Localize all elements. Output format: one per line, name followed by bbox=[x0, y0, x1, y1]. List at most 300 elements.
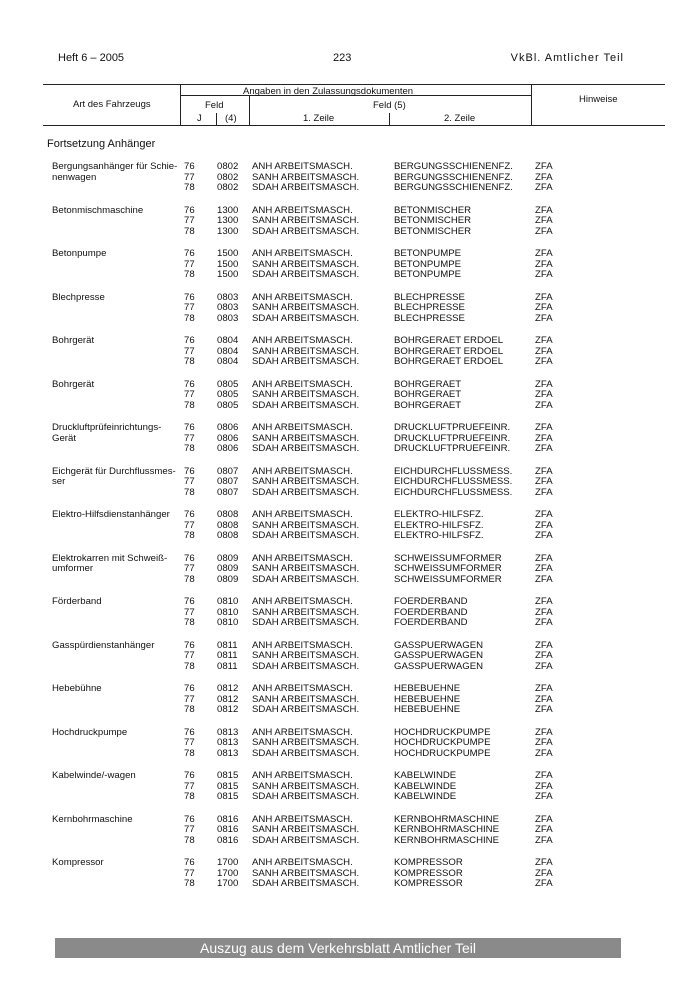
hinweis-text: ZFA bbox=[535, 476, 553, 488]
year-code: 78 bbox=[184, 443, 195, 455]
year-code: 78 bbox=[184, 617, 195, 629]
zeile1-text: SDAH ARBEITSMASCH. bbox=[252, 747, 360, 759]
field4-code: 0805 bbox=[217, 389, 239, 401]
field4-code: 1500 bbox=[217, 248, 239, 259]
section-title: Fortsetzung Anhänger bbox=[47, 138, 156, 150]
zeile2-text: DRUCKLUFTPRUEFEINR. bbox=[394, 432, 511, 444]
vehicle-group bbox=[0, 771, 700, 815]
field4-code: 0810 bbox=[217, 596, 239, 607]
year-code: 77 bbox=[184, 215, 195, 227]
zeile2-text: KERNBOHRMASCHINE bbox=[394, 824, 500, 836]
field4-code: 0806 bbox=[217, 443, 239, 455]
year-code: 78 bbox=[184, 486, 195, 498]
zeile1-text: SDAH ARBEITSMASCH. bbox=[252, 443, 360, 455]
year-code: 76 bbox=[184, 770, 195, 781]
hinweis-text: ZFA bbox=[535, 878, 553, 890]
zeile1-text: ANH ARBEITSMASCH. bbox=[252, 813, 353, 825]
year-code: 77 bbox=[184, 519, 195, 531]
year-code: 76 bbox=[184, 726, 195, 738]
zeile2-text: EICHDURCHFLUSSMESS. bbox=[394, 486, 513, 498]
field4-code: 0805 bbox=[217, 378, 239, 390]
vehicle-type: Hochdruckpumpe bbox=[52, 726, 128, 738]
field4-code: 0808 bbox=[217, 519, 239, 531]
zeile2-text: KABELWINDE bbox=[394, 791, 457, 803]
hinweis-text: ZFA bbox=[535, 704, 553, 716]
zeile2-text: BERGUNGSSCHIENENFZ. bbox=[394, 171, 513, 183]
zeile2-text: BOHRGERAET bbox=[394, 389, 462, 401]
hinweis-text: ZFA bbox=[535, 857, 553, 868]
field4-code: 1500 bbox=[217, 258, 239, 270]
hinweis-text: ZFA bbox=[535, 563, 553, 575]
year-code: 78 bbox=[184, 834, 195, 846]
zeile1-text: SDAH ARBEITSMASCH. bbox=[252, 269, 360, 281]
vehicle-group bbox=[0, 293, 700, 337]
zeile1-text: SDAH ARBEITSMASCH. bbox=[252, 356, 360, 368]
zeile1-text: SDAH ARBEITSMASCH. bbox=[252, 617, 360, 629]
col-hinweise-header: Hinweise bbox=[579, 94, 618, 105]
zeile2-text: BOHRGERAET ERDOEL bbox=[394, 356, 504, 368]
vehicle-type: Kernbohrmaschine bbox=[52, 813, 133, 825]
vehicle-group bbox=[0, 597, 700, 641]
vehicle-type: Blechpresse bbox=[52, 291, 105, 303]
zeile1-text: SANH ARBEITSMASCH. bbox=[252, 171, 360, 183]
zeile1-text: ANH ARBEITSMASCH. bbox=[252, 509, 353, 520]
col-feld5-header: Feld (5) bbox=[373, 100, 406, 111]
zeile2-text: BETONMISCHER bbox=[394, 215, 472, 227]
zeile1-text: ANH ARBEITSMASCH. bbox=[252, 639, 353, 651]
vehicle-type: Elektro-Hilfsdienstanhänger bbox=[52, 509, 170, 520]
zeile2-text: KOMPRESSOR bbox=[394, 867, 463, 879]
zeile2-text: BETONMISCHER bbox=[394, 225, 472, 237]
zeile1-text: ANH ARBEITSMASCH. bbox=[252, 422, 353, 433]
year-code: 77 bbox=[184, 302, 195, 314]
hinweis-text: ZFA bbox=[535, 824, 553, 836]
hinweis-text: ZFA bbox=[535, 726, 553, 738]
footer-banner: Auszug aus dem Verkehrsblatt Amtlicher Teil bbox=[55, 938, 621, 958]
hinweis-text: ZFA bbox=[535, 204, 553, 216]
zeile2-text: GASSPUERWAGEN bbox=[394, 639, 484, 651]
year-code: 78 bbox=[184, 225, 195, 237]
hinweis-text: ZFA bbox=[535, 747, 553, 759]
hinweis-text: ZFA bbox=[535, 302, 553, 314]
zeile1-text: ANH ARBEITSMASCH. bbox=[252, 683, 353, 694]
zeile2-text: SCHWEISSUMFORMER bbox=[394, 573, 502, 585]
year-code: 76 bbox=[184, 509, 195, 520]
zeile2-text: FOERDERBAND bbox=[394, 617, 468, 629]
hinweis-text: ZFA bbox=[535, 780, 553, 792]
zeile2-text: EICHDURCHFLUSSMESS. bbox=[394, 465, 513, 477]
hinweis-text: ZFA bbox=[535, 813, 553, 825]
year-code: 78 bbox=[184, 704, 195, 716]
zeile2-text: HOCHDRUCKPUMPE bbox=[394, 747, 491, 759]
year-code: 77 bbox=[184, 693, 195, 705]
vehicle-group bbox=[0, 684, 700, 728]
zeile1-text: SANH ARBEITSMASCH. bbox=[252, 389, 360, 401]
vehicle-type: Betonpumpe bbox=[52, 248, 107, 259]
zeile1-text: SANH ARBEITSMASCH. bbox=[252, 606, 360, 618]
zeile2-text: KOMPRESSOR bbox=[394, 878, 463, 890]
year-code: 77 bbox=[184, 258, 195, 270]
field4-code: 0809 bbox=[217, 573, 239, 585]
field4-code: 0812 bbox=[217, 693, 239, 705]
year-code: 78 bbox=[184, 747, 195, 759]
zeile1-text: SANH ARBEITSMASCH. bbox=[252, 780, 360, 792]
year-code: 76 bbox=[184, 335, 195, 346]
zeile2-text: BETONPUMPE bbox=[394, 258, 461, 270]
zeile1-text: ANH ARBEITSMASCH. bbox=[252, 248, 353, 259]
hinweis-text: ZFA bbox=[535, 312, 553, 324]
field4-code: 0816 bbox=[217, 834, 239, 846]
year-code: 77 bbox=[184, 389, 195, 401]
hinweis-text: ZFA bbox=[535, 345, 553, 357]
hinweis-text: ZFA bbox=[535, 182, 553, 194]
year-code: 78 bbox=[184, 399, 195, 411]
zeile1-text: SANH ARBEITSMASCH. bbox=[252, 650, 360, 662]
zeile2-text: SCHWEISSUMFORMER bbox=[394, 552, 502, 564]
hinweis-text: ZFA bbox=[535, 639, 553, 651]
zeile1-text: ANH ARBEITSMASCH. bbox=[252, 465, 353, 477]
zeile1-text: SANH ARBEITSMASCH. bbox=[252, 476, 360, 488]
rule-j bbox=[216, 113, 217, 125]
field4-code: 0803 bbox=[217, 312, 239, 324]
year-code: 76 bbox=[184, 248, 195, 259]
zeile1-text: SDAH ARBEITSMASCH. bbox=[252, 834, 360, 846]
hinweis-text: ZFA bbox=[535, 867, 553, 879]
vehicle-type: Kompressor bbox=[52, 857, 104, 868]
year-code: 78 bbox=[184, 660, 195, 672]
hinweis-text: ZFA bbox=[535, 519, 553, 531]
col-art-header: Art des Fahrzeugs bbox=[73, 99, 151, 110]
field4-code: 0804 bbox=[217, 356, 239, 368]
zeile2-text: ELEKTRO-HILFSFZ. bbox=[394, 519, 484, 531]
hinweis-text: ZFA bbox=[535, 834, 553, 846]
page-number: 223 bbox=[333, 52, 352, 64]
vehicle-type: Förderband bbox=[52, 596, 102, 607]
hinweis-text: ZFA bbox=[535, 215, 553, 227]
field4-code: 0815 bbox=[217, 791, 239, 803]
hinweis-text: ZFA bbox=[535, 269, 553, 281]
hinweis-text: ZFA bbox=[535, 335, 553, 346]
field4-code: 0810 bbox=[217, 606, 239, 618]
year-code: 77 bbox=[184, 650, 195, 662]
field4-code: 0806 bbox=[217, 432, 239, 444]
zeile1-text: SDAH ARBEITSMASCH. bbox=[252, 486, 360, 498]
zeile1-text: SDAH ARBEITSMASCH. bbox=[252, 704, 360, 716]
field4-code: 0808 bbox=[217, 530, 239, 542]
hinweis-text: ZFA bbox=[535, 573, 553, 585]
year-code: 76 bbox=[184, 291, 195, 303]
rule-zeile bbox=[389, 113, 390, 125]
year-code: 77 bbox=[184, 824, 195, 836]
rule-hinweise bbox=[531, 85, 532, 125]
hinweis-text: ZFA bbox=[535, 432, 553, 444]
year-code: 78 bbox=[184, 791, 195, 803]
year-code: 77 bbox=[184, 432, 195, 444]
col-4-header: (4) bbox=[225, 113, 237, 124]
vehicle-group bbox=[0, 554, 700, 598]
hinweis-text: ZFA bbox=[535, 225, 553, 237]
hinweis-text: ZFA bbox=[535, 486, 553, 498]
vehicle-type: Bohrgerät bbox=[52, 378, 95, 390]
field4-code: 0804 bbox=[217, 335, 239, 346]
field4-code: 1300 bbox=[217, 215, 239, 227]
zeile1-text: SANH ARBEITSMASCH. bbox=[252, 737, 360, 749]
vehicle-group bbox=[0, 423, 700, 467]
zeile1-text: ANH ARBEITSMASCH. bbox=[252, 726, 353, 738]
vehicle-group bbox=[0, 249, 700, 293]
field4-code: 0812 bbox=[217, 704, 239, 716]
field4-code: 1700 bbox=[217, 857, 239, 868]
hinweis-text: ZFA bbox=[535, 258, 553, 270]
year-code: 76 bbox=[184, 552, 195, 564]
zeile2-text: BERGUNGSSCHIENENFZ. bbox=[394, 161, 513, 172]
zeile2-text: HOCHDRUCKPUMPE bbox=[394, 737, 491, 749]
zeile2-text: GASSPUERWAGEN bbox=[394, 650, 484, 662]
year-code: 78 bbox=[184, 356, 195, 368]
field4-code: 0802 bbox=[217, 182, 239, 194]
hinweis-text: ZFA bbox=[535, 248, 553, 259]
hinweis-text: ZFA bbox=[535, 596, 553, 607]
field4-code: 0804 bbox=[217, 345, 239, 357]
zeile1-text: SANH ARBEITSMASCH. bbox=[252, 867, 360, 879]
year-code: 76 bbox=[184, 683, 195, 694]
field4-code: 1300 bbox=[217, 225, 239, 237]
zeile2-text: SCHWEISSUMFORMER bbox=[394, 563, 502, 575]
year-code: 76 bbox=[184, 161, 195, 172]
zeile2-text: BETONPUMPE bbox=[394, 269, 461, 281]
hinweis-text: ZFA bbox=[535, 465, 553, 477]
zeile1-text: SDAH ARBEITSMASCH. bbox=[252, 660, 360, 672]
zeile1-text: SANH ARBEITSMASCH. bbox=[252, 693, 360, 705]
rule-feld bbox=[249, 95, 250, 125]
hinweis-text: ZFA bbox=[535, 509, 553, 520]
table-header bbox=[43, 84, 665, 126]
hinweis-text: ZFA bbox=[535, 378, 553, 390]
year-code: 77 bbox=[184, 737, 195, 749]
zeile1-text: ANH ARBEITSMASCH. bbox=[252, 161, 353, 172]
year-code: 76 bbox=[184, 857, 195, 868]
vehicle-group bbox=[0, 206, 700, 250]
year-code: 76 bbox=[184, 465, 195, 477]
zeile1-text: SDAH ARBEITSMASCH. bbox=[252, 530, 360, 542]
hinweis-text: ZFA bbox=[535, 161, 553, 172]
zeile2-text: DRUCKLUFTPRUEFEINR. bbox=[394, 443, 511, 455]
field4-code: 0813 bbox=[217, 737, 239, 749]
hinweis-text: ZFA bbox=[535, 617, 553, 629]
field4-code: 0803 bbox=[217, 302, 239, 314]
hinweis-text: ZFA bbox=[535, 171, 553, 183]
hinweis-text: ZFA bbox=[535, 606, 553, 618]
year-code: 78 bbox=[184, 530, 195, 542]
zeile1-text: SANH ARBEITSMASCH. bbox=[252, 215, 360, 227]
col-zeile2-header: 2. Zeile bbox=[444, 113, 476, 124]
hinweis-text: ZFA bbox=[535, 693, 553, 705]
hinweis-text: ZFA bbox=[535, 443, 553, 455]
vehicle-group bbox=[0, 162, 700, 206]
vehicle-group bbox=[0, 641, 700, 685]
col-feld-header: Feld bbox=[205, 100, 224, 111]
zeile1-text: ANH ARBEITSMASCH. bbox=[252, 857, 353, 868]
zeile1-text: SANH ARBEITSMASCH. bbox=[252, 519, 360, 531]
zeile1-text: ANH ARBEITSMASCH. bbox=[252, 770, 353, 781]
vehicle-group bbox=[0, 510, 700, 554]
zeile1-text: SANH ARBEITSMASCH. bbox=[252, 432, 360, 444]
vehicle-group bbox=[0, 467, 700, 511]
field4-code: 0807 bbox=[217, 486, 239, 498]
zeile1-text: SANH ARBEITSMASCH. bbox=[252, 258, 360, 270]
col-j-header: J bbox=[197, 113, 202, 124]
zeile1-text: ANH ARBEITSMASCH. bbox=[252, 552, 353, 564]
field4-code: 0815 bbox=[217, 770, 239, 781]
zeile1-text: SDAH ARBEITSMASCH. bbox=[252, 399, 360, 411]
vehicle-type: Eichgerät für Durchflussmes- ser bbox=[52, 465, 176, 488]
zeile1-text: SDAH ARBEITSMASCH. bbox=[252, 312, 360, 324]
year-code: 76 bbox=[184, 813, 195, 825]
zeile1-text: SANH ARBEITSMASCH. bbox=[252, 345, 360, 357]
zeile2-text: EICHDURCHFLUSSMESS. bbox=[394, 476, 513, 488]
field4-code: 1500 bbox=[217, 269, 239, 281]
zeile1-text: SDAH ARBEITSMASCH. bbox=[252, 225, 360, 237]
year-code: 76 bbox=[184, 639, 195, 651]
year-code: 78 bbox=[184, 182, 195, 194]
zeile1-text: ANH ARBEITSMASCH. bbox=[252, 291, 353, 303]
vehicle-group bbox=[0, 380, 700, 424]
field4-code: 0816 bbox=[217, 824, 239, 836]
zeile2-text: KABELWINDE bbox=[394, 780, 457, 792]
vehicle-type: Bergungsanhänger für Schie- nenwagen bbox=[52, 161, 178, 183]
zeile2-text: ELEKTRO-HILFSFZ. bbox=[394, 530, 484, 542]
vehicle-group bbox=[0, 858, 700, 902]
vehicle-type: Elektrokarren mit Schweiß- umformer bbox=[52, 552, 168, 575]
issue-label: Heft 6 – 2005 bbox=[58, 52, 125, 64]
vehicle-type: Hebebühne bbox=[52, 683, 102, 694]
vehicle-type: Bohrgerät bbox=[52, 335, 95, 346]
zeile2-text: BLECHPRESSE bbox=[394, 312, 465, 324]
col-angaben-header: Angaben in den Zulassungsdokumenten bbox=[243, 86, 414, 97]
year-code: 78 bbox=[184, 573, 195, 585]
zeile2-text: ELEKTRO-HILFSFZ. bbox=[394, 509, 484, 520]
publication-title: VkBl. Amtlicher Teil bbox=[510, 52, 624, 64]
field4-code: 0803 bbox=[217, 291, 239, 303]
vehicle-group bbox=[0, 336, 700, 380]
year-code: 77 bbox=[184, 563, 195, 575]
zeile1-text: ANH ARBEITSMASCH. bbox=[252, 335, 353, 346]
zeile2-text: KABELWINDE bbox=[394, 770, 457, 781]
zeile1-text: SDAH ARBEITSMASCH. bbox=[252, 573, 360, 585]
hinweis-text: ZFA bbox=[535, 660, 553, 672]
zeile2-text: KERNBOHRMASCHINE bbox=[394, 813, 500, 825]
vehicle-type: Betonmischmaschine bbox=[52, 204, 144, 216]
rule-art bbox=[180, 85, 181, 125]
year-code: 76 bbox=[184, 422, 195, 433]
year-code: 76 bbox=[184, 204, 195, 216]
hinweis-text: ZFA bbox=[535, 356, 553, 368]
zeile2-text: HEBEBUEHNE bbox=[394, 704, 461, 716]
field4-code: 0809 bbox=[217, 552, 239, 564]
hinweis-text: ZFA bbox=[535, 422, 553, 433]
zeile2-text: BETONMISCHER bbox=[394, 204, 472, 216]
field4-code: 0810 bbox=[217, 617, 239, 629]
field4-code: 0809 bbox=[217, 563, 239, 575]
zeile2-text: DRUCKLUFTPRUEFEINR. bbox=[394, 422, 511, 433]
hinweis-text: ZFA bbox=[535, 389, 553, 401]
zeile1-text: ANH ARBEITSMASCH. bbox=[252, 204, 353, 216]
hinweis-text: ZFA bbox=[535, 791, 553, 803]
field4-code: 0811 bbox=[217, 639, 238, 651]
zeile2-text: HOCHDRUCKPUMPE bbox=[394, 726, 491, 738]
zeile1-text: SANH ARBEITSMASCH. bbox=[252, 824, 360, 836]
vehicle-group bbox=[0, 728, 700, 772]
field4-code: 0802 bbox=[217, 161, 239, 172]
field4-code: 0807 bbox=[217, 465, 239, 477]
zeile2-text: BOHRGERAET bbox=[394, 399, 462, 411]
vehicle-type: Kabelwinde/-wagen bbox=[52, 770, 136, 781]
vehicle-type: Gasspürdienstanhänger bbox=[52, 639, 155, 651]
zeile1-text: SANH ARBEITSMASCH. bbox=[252, 563, 360, 575]
field4-code: 0805 bbox=[217, 399, 239, 411]
hinweis-text: ZFA bbox=[535, 552, 553, 564]
zeile2-text: FOERDERBAND bbox=[394, 606, 468, 618]
zeile2-text: BETONPUMPE bbox=[394, 248, 461, 259]
year-code: 78 bbox=[184, 878, 195, 890]
vehicle-table bbox=[0, 162, 700, 902]
year-code: 77 bbox=[184, 345, 195, 357]
zeile2-text: BOHRGERAET ERDOEL bbox=[394, 345, 504, 357]
hinweis-text: ZFA bbox=[535, 683, 553, 694]
zeile2-text: BERGUNGSSCHIENENFZ. bbox=[394, 182, 513, 194]
zeile2-text: FOERDERBAND bbox=[394, 596, 468, 607]
field4-code: 0813 bbox=[217, 747, 239, 759]
field4-code: 1300 bbox=[217, 204, 239, 216]
zeile1-text: SDAH ARBEITSMASCH. bbox=[252, 878, 360, 890]
zeile1-text: ANH ARBEITSMASCH. bbox=[252, 596, 353, 607]
hinweis-text: ZFA bbox=[535, 399, 553, 411]
year-code: 77 bbox=[184, 867, 195, 879]
hinweis-text: ZFA bbox=[535, 770, 553, 781]
field4-code: 0807 bbox=[217, 476, 239, 488]
field4-code: 0816 bbox=[217, 813, 239, 825]
zeile2-text: KERNBOHRMASCHINE bbox=[394, 834, 500, 846]
hinweis-text: ZFA bbox=[535, 291, 553, 303]
zeile2-text: GASSPUERWAGEN bbox=[394, 660, 484, 672]
field4-code: 0812 bbox=[217, 683, 239, 694]
year-code: 78 bbox=[184, 312, 195, 324]
field4-code: 1700 bbox=[217, 867, 239, 879]
field4-code: 0815 bbox=[217, 780, 239, 792]
zeile1-text: SDAH ARBEITSMASCH. bbox=[252, 791, 360, 803]
field4-code: 1700 bbox=[217, 878, 239, 890]
zeile1-text: SDAH ARBEITSMASCH. bbox=[252, 182, 360, 194]
zeile2-text: BOHRGERAET ERDOEL bbox=[394, 335, 504, 346]
hinweis-text: ZFA bbox=[535, 737, 553, 749]
hinweis-text: ZFA bbox=[535, 530, 553, 542]
field4-code: 0806 bbox=[217, 422, 239, 433]
zeile2-text: BLECHPRESSE bbox=[394, 302, 465, 314]
year-code: 76 bbox=[184, 596, 195, 607]
year-code: 77 bbox=[184, 476, 195, 488]
zeile2-text: BOHRGERAET bbox=[394, 378, 462, 390]
vehicle-type: Druckluftprüfeinrichtungs- Gerät bbox=[52, 422, 162, 444]
zeile1-text: ANH ARBEITSMASCH. bbox=[252, 378, 353, 390]
year-code: 78 bbox=[184, 269, 195, 281]
col-zeile1-header: 1. Zeile bbox=[303, 113, 335, 124]
field4-code: 0802 bbox=[217, 171, 239, 183]
zeile2-text: HEBEBUEHNE bbox=[394, 683, 461, 694]
year-code: 77 bbox=[184, 780, 195, 792]
field4-code: 0813 bbox=[217, 726, 239, 738]
year-code: 76 bbox=[184, 378, 195, 390]
field4-code: 0811 bbox=[217, 650, 238, 662]
